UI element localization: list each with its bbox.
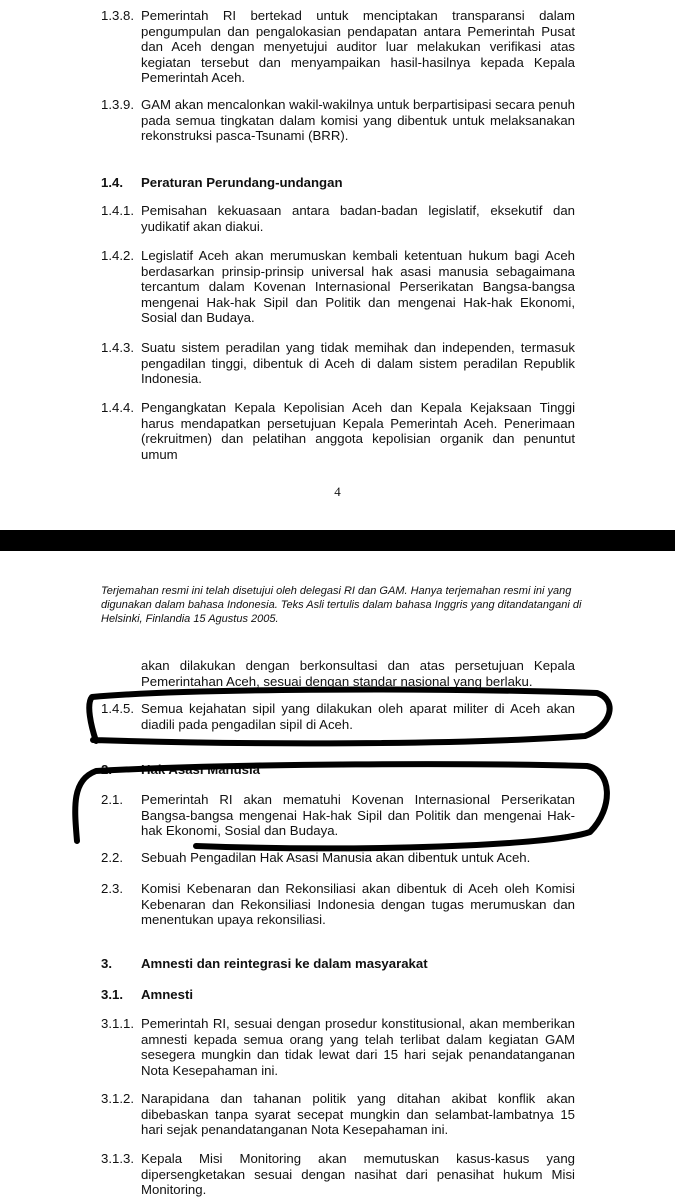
section-heading-2	[101, 762, 260, 778]
clause-number: 3.1.1.	[101, 1016, 134, 1031]
clause-text: Pemerintah RI bertekad untuk menciptakan transparansi dalam pengumpulan dan pengalokasian pendapatan antara Pemerintah Pusat dan Aceh dengan menyetujui auditor luar melakukan verifikasi atas kegiatan tersebut dan menyampaikan hasil-hasilnya kepada Kepala Pemerintah Aceh.	[141, 8, 575, 86]
heading-number: 2.	[101, 762, 112, 777]
clause-number: 2.3.	[101, 881, 123, 896]
section-heading-3-1	[101, 987, 193, 1003]
clause-number: 1.3.8.	[101, 8, 134, 23]
clause-number: 1.4.5.	[101, 701, 134, 716]
clause-text: Legislatif Aceh akan merumuskan kembali ketentuan hukum bagi Aceh berdasarkan prinsip-prinsip universal hak asasi manusia sebagaimana tercantum dalam Kovenan Internasional Perserikatan Bangsa-bangsa mengenai Hak-hak Sipil dan Politik dan mengenai Hak-hak Ekonomi, Sosial dan Budaya.	[141, 248, 575, 326]
section-heading-3	[101, 956, 428, 972]
clause-number: 1.4.3.	[101, 340, 134, 355]
clause-number: 1.4.1.	[101, 203, 134, 218]
clause-1-3-9	[101, 97, 575, 144]
document-page-bottom	[0, 551, 675, 1200]
heading-number: 3.1.	[101, 987, 123, 1002]
heading-title: Peraturan Perundang-undangan	[141, 175, 343, 190]
clause-text: Komisi Kebenaran dan Rekonsiliasi akan dibentuk di Aceh oleh Komisi Kebenaran dan Rekonsiliasi Indonesia dengan tugas merumuskan dan menentukan upaya rekonsiliasi.	[141, 881, 575, 928]
clause-1-4-2	[101, 248, 575, 326]
clause-text: Pemerintah RI, sesuai dengan prosedur konstitusional, akan memberikan amnesti kepada semua orang yang telah terlibat dalam kegiatan GAM sesegera mungkin dan tidak lewat dari 15 hari sejak penandatanganan Nota Kesepahaman ini.	[141, 1016, 575, 1078]
clause-3-1-1	[101, 1016, 575, 1078]
clause-number: 2.2.	[101, 850, 123, 865]
heading-title: Amnesti dan reintegrasi ke dalam masyarakat	[141, 956, 428, 971]
clause-1-4-4	[101, 400, 575, 462]
clause-number: 2.1.	[101, 792, 123, 807]
clause-text: Suatu sistem peradilan yang tidak memihak dan independen, termasuk pengadilan tinggi, dibentuk di Aceh di dalam sistem peradilan Republik Indonesia.	[141, 340, 575, 387]
clause-number: 3.1.3.	[101, 1151, 134, 1166]
clause-text: Pemisahan kekuasaan antara badan-badan legislatif, eksekutif dan yudikatif akan diakui.	[141, 203, 575, 234]
clause-1-4-4-continuation	[101, 658, 575, 689]
clause-text: Sebuah Pengadilan Hak Asasi Manusia akan dibentuk untuk Aceh.	[141, 850, 531, 865]
clause-text: Pemerintah RI akan mematuhi Kovenan Internasional Perserikatan Bangsa-bangsa mengenai Hak-hak Sipil dan Politik dan mengenai Hak-hak Ekonomi, Sosial dan Budaya.	[141, 792, 575, 839]
heading-number: 1.4.	[101, 175, 123, 190]
page-number: 4	[334, 484, 341, 499]
clause-2-2	[101, 850, 575, 866]
heading-title: Amnesti	[141, 987, 194, 1002]
clause-text: Narapidana dan tahanan politik yang ditahan akibat konflik akan dibebaskan tanpa syarat secepat mungkin dan selambat-lambatnya 15 hari sejak penandatanganan Nota Kesepahaman ini.	[141, 1091, 575, 1138]
clause-number: 1.4.2.	[101, 248, 134, 263]
section-heading-1-4	[101, 175, 343, 191]
clause-1-4-1	[101, 203, 575, 234]
heading-title: Hak Asasi Manusia	[141, 762, 260, 777]
clause-1-4-5	[101, 701, 575, 732]
clause-3-1-2	[101, 1091, 575, 1138]
clause-1-4-3	[101, 340, 575, 387]
clause-number: 1.3.9.	[101, 97, 134, 112]
clause-text: Kepala Misi Monitoring akan memutuskan kasus-kasus yang dipersengketakan sesuai dengan nasihat dari penasihat hukum Misi Monitoring.	[141, 1151, 575, 1198]
clause-number: 1.4.4.	[101, 400, 134, 415]
clause-text: Pengangkatan Kepala Kepolisian Aceh dan Kepala Kejaksaan Tinggi harus mendapatkan persetujuan Kepala Pemerintah Aceh. Penerimaan (rekruitmen) dan pelatihan anggota kepolisian organik dan penuntut umum	[141, 400, 575, 462]
clause-text: GAM akan mencalonkan wakil-wakilnya untuk berpartisipasi secara penuh pada semua tingkatan dalam komisi yang dibentuk untuk melaksanakan rekonstruksi pasca-Tsunami (BRR).	[141, 97, 575, 144]
document-page-top	[0, 0, 675, 530]
heading-number: 3.	[101, 956, 112, 971]
clause-1-3-8	[101, 8, 575, 86]
clause-text: Semua kejahatan sipil yang dilakukan oleh aparat militer di Aceh akan diadili pada pengadilan sipil di Aceh.	[141, 701, 575, 732]
clause-3-1-3	[101, 1151, 575, 1198]
clause-2-3	[101, 881, 575, 928]
clause-2-1	[101, 792, 575, 839]
translation-note: Terjemahan resmi ini telah disetujui oleh delegasi RI dan GAM. Hanya terjemahan resmi ini yang digunakan dalam bahasa Indonesia. Teks Asli tertulis dalam bahasa Inggris yang ditandatangani di Helsinki, Finlandia 15 Agustus 2005.	[101, 585, 582, 625]
clause-number: 3.1.2.	[101, 1091, 134, 1106]
clause-text: akan dilakukan dengan berkonsultasi dan atas persetujuan Kepala Pemerintahan Aceh, sesuai dengan standar nasional yang berlaku.	[141, 658, 575, 689]
